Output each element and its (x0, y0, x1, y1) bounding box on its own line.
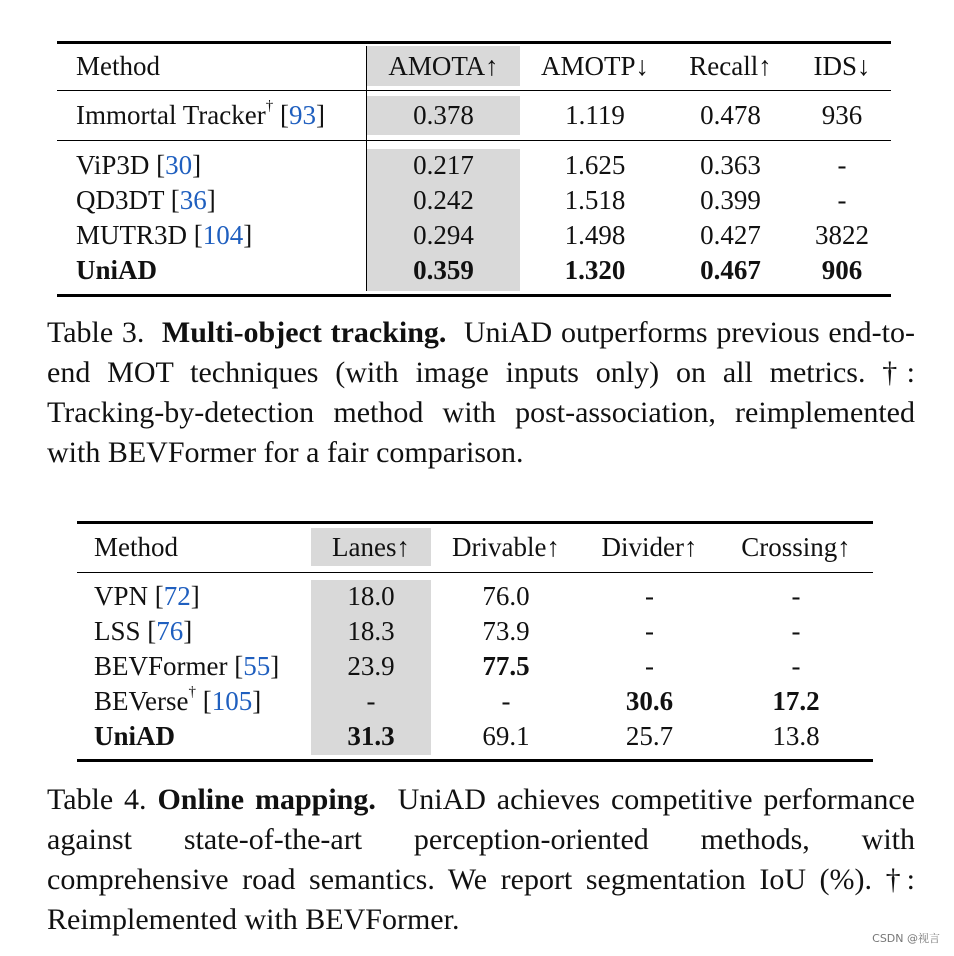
header-method: Method (76, 51, 160, 81)
method-cell: BEVFormer [55] (94, 651, 280, 681)
drivable-cell: 69.1 (482, 721, 530, 751)
citation-link[interactable]: 93 (288, 100, 316, 130)
crossing-cell: - (791, 651, 801, 681)
crossing-cell: 17.2 (772, 686, 820, 716)
drivable-cell: 73.9 (482, 616, 530, 646)
lanes-cell: 18.0 (347, 581, 395, 611)
citation-link[interactable]: 104 (202, 220, 244, 250)
method-cell: BEVerse† [105] (94, 684, 262, 716)
method-cell: LSS [76] (94, 616, 193, 646)
citation-link[interactable]: 36 (179, 185, 207, 215)
header-divider: Divider↑ (601, 532, 698, 562)
drivable-cell: 77.5 (482, 651, 530, 681)
group-rule (57, 140, 891, 141)
lanes-cell: 18.3 (347, 616, 395, 646)
amotp-cell: 1.518 (564, 185, 626, 215)
ids-cell: 936 (821, 100, 863, 130)
header-drivable: Drivable↑ (452, 532, 560, 562)
ids-cell: - (837, 150, 847, 180)
divider-cell: - (645, 581, 654, 611)
lanes-cell: 23.9 (347, 651, 395, 681)
recall-cell: 0.427 (700, 220, 761, 250)
header-amota: AMOTA↑ (388, 51, 499, 81)
divider-cell: 25.7 (625, 721, 674, 751)
recall-cell: 0.399 (700, 185, 761, 215)
divider-cell: - (645, 616, 654, 646)
amota-cell: 0.378 (413, 100, 474, 130)
divider-cell: 30.6 (625, 686, 674, 716)
header-amotp: AMOTP↓ (540, 51, 649, 81)
table3-caption: Table 3. Multi-object tracking. UniAD outperforms previous end-to-end MOT techniques (with image inputs only) on all metrics. †: Tracking-by-detection method with post-association, reimplemented with BEVFormer for a fair comparison. (47, 316, 915, 469)
method-cell: VPN [72] (94, 581, 200, 611)
method-cell: ViP3D [30] (76, 150, 202, 180)
method-cell: UniAD (76, 255, 158, 285)
header-rule (77, 572, 873, 573)
recall-cell: 0.467 (700, 255, 761, 285)
amota-cell: 0.217 (413, 150, 474, 180)
amota-cell: 0.294 (413, 220, 474, 250)
drivable-cell: - (501, 686, 511, 716)
drivable-cell: 76.0 (482, 581, 530, 611)
header-rule (57, 90, 891, 91)
citation-link[interactable]: 72 (163, 581, 191, 611)
bottom-rule (77, 759, 873, 762)
amotp-cell: 1.498 (564, 220, 626, 250)
ids-cell: 3822 (815, 220, 869, 250)
top-rule (77, 521, 873, 524)
amotp-cell: 1.320 (564, 255, 626, 285)
method-cell: Immortal Tracker† [93] (76, 98, 325, 130)
recall-cell: 0.478 (700, 100, 761, 130)
bottom-rule (57, 294, 891, 297)
crossing-cell: - (791, 581, 801, 611)
citation-link[interactable]: 76 (156, 616, 184, 646)
amota-cell: 0.359 (413, 255, 474, 285)
method-cell: QD3DT [36] (76, 185, 216, 215)
citation-link[interactable]: 105 (211, 686, 253, 716)
divider-cell: - (645, 651, 654, 681)
table4-caption: Table 4. Online mapping. UniAD achieves competitive performance against state-of-the-art perception-oriented methods, with comprehensive road semantics. We report segmentation IoU (%). †: Reimplemented with BEVFormer. (47, 783, 915, 936)
header-crossing: Crossing↑ (741, 532, 851, 562)
crossing-cell: 13.8 (772, 721, 820, 751)
header-lanes: Lanes↑ (332, 532, 410, 562)
watermark: CSDN @视言 (872, 932, 940, 945)
header-method: Method (94, 532, 178, 562)
recall-cell: 0.363 (700, 150, 761, 180)
citation-link[interactable]: 30 (165, 150, 193, 180)
amota-cell: 0.242 (413, 185, 474, 215)
ids-cell: - (837, 185, 847, 215)
amotp-cell: 1.625 (564, 150, 626, 180)
ids-cell: 906 (821, 255, 863, 285)
method-cell: UniAD (94, 721, 176, 751)
lanes-cell: 31.3 (347, 721, 395, 751)
citation-link[interactable]: 55 (243, 651, 271, 681)
lanes-cell: - (366, 686, 376, 716)
crossing-cell: - (791, 616, 801, 646)
header-ids: IDS↓ (813, 51, 871, 81)
header-recall: Recall↑ (689, 51, 772, 81)
amotp-cell: 1.119 (565, 100, 625, 130)
top-rule (57, 41, 891, 44)
method-cell: MUTR3D [104] (76, 220, 253, 250)
